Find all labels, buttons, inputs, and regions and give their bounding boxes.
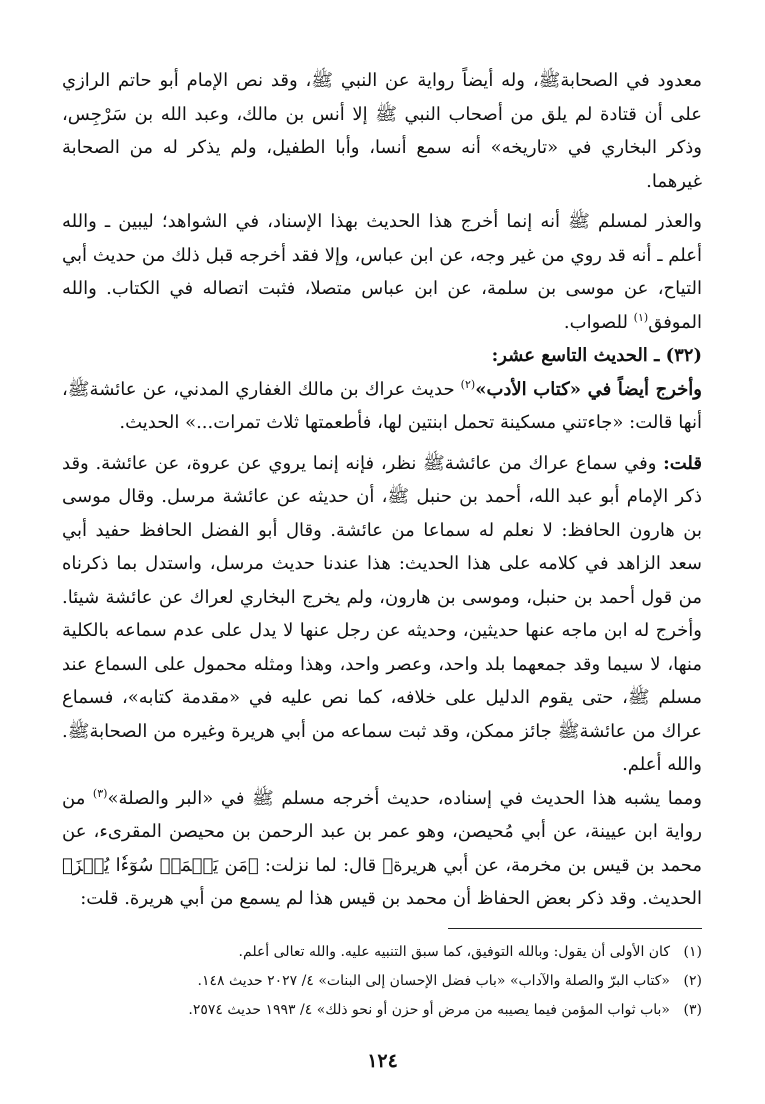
footnote-number: (٣)	[683, 1002, 702, 1018]
page-number: ١٢٤	[367, 1050, 398, 1072]
paragraph-3-text: حديث عراك بن مالك الغفاري المدني، عن عائشةﷺ، أنها قالت: «جاءتني مسكينة تحمل ابنتين لها، فأطعمتها ثلاث تمرات...» الحديث.	[62, 378, 702, 433]
footnote-text: «كتاب البرّ والصلة والآداب» «باب فضل الإحسان إلى البنات» ٤/ ٢٠٢٧ حديث ١٤٨.	[197, 973, 670, 989]
footnote-ref-2: (٢)	[460, 377, 476, 391]
footnote-ref-3: (٣)	[92, 786, 108, 800]
paragraph-3	[62, 373, 702, 440]
paragraph-5-end: من رواية ابن عيينة، عن أبي مُحيصن، وهو عمر بن عبد الرحمن بن محيصن المقرىء، عن محمد بن قيس بن مخرمة، عن أبي هريرةﷺ قال: لما نزلت: ﴿مَن يَعۡمَلۡ سُوٓءٗا يُجۡزَ﴾ الحديث. وقد ذكر بعض الحفاظ أن محمد بن قيس هذا لم يسمع من أبي هريرة. قلت:	[62, 787, 702, 909]
paragraph-3-lead: وأخرج أيضاً في «كتاب الأدب»	[475, 378, 702, 400]
footnote-text: كان الأولى أن يقول: وبالله التوفيق، كما سبق التنبيه عليه. والله تعالى أعلم.	[238, 944, 670, 960]
footnote-3	[62, 996, 702, 1025]
paragraph-2	[62, 205, 702, 339]
paragraph-5-text: ومما يشبه هذا الحديث في إسناده، حديث أخرجه مسلم ﷺ في «البر والصلة»	[107, 787, 702, 809]
footnote-1	[62, 938, 702, 967]
section-heading	[62, 339, 702, 373]
paragraph-2-end: للصواب.	[563, 311, 634, 333]
main-text	[62, 64, 702, 916]
footnote-number: (١)	[683, 944, 702, 960]
paragraph-1	[62, 64, 702, 198]
footnotes	[62, 938, 702, 1025]
paragraph-2-text: والعذر لمسلم ﷺ أنه إنما أخرج هذا الحديث بهذا الإسناد، في الشواهد؛ ليبين ـ والله أعلم ـ أنه قد روي من غير وجه، عن ابن عباس، وإلا فقد أخرجه قبل ذلك من حديث أبي التياح، عن موسى بن سلمة، عن ابن عباس متصلا، فثبت اتصاله في الكتاب. والله الموفق	[62, 211, 702, 333]
footnote-text: «باب ثواب المؤمن فيما يصيبه من مرض أو حزن أو نحو ذلك» ٤/ ١٩٩٣ حديث ٢٥٧٤.	[188, 1002, 670, 1018]
paragraph-4	[62, 447, 702, 782]
paragraph-4-lead: قلت:	[663, 452, 702, 474]
section-heading-text: (٣٢) ـ الحديث التاسع عشر:	[491, 345, 702, 366]
footnote-divider	[448, 928, 702, 929]
footnote-ref-1: (١)	[633, 310, 649, 324]
paragraph-5	[62, 782, 702, 916]
footnote-2	[62, 967, 702, 996]
paragraph-4-text: وفي سماع عراك من عائشةﷺ نظر، فإنه إنما يروي عن عروة، عن عائشة. وقد ذكر الإمام أبو عبد الله، أحمد بن حنبل ﷺ، أن حديثه عن عائشة مرسل. وقال موسى بن هارون الحافظ: لا نعلم له سماعا من عائشة. وقال أبو الفضل الحافظ حفيد أبي سعد الزاهد في كلامه على هذا الحديث: هذا عندنا حديث مرسل، واستدل بما ذكرناه من قول أحمد بن حنبل، وموسى بن هارون، ولم يخرج البخاري لعراك عن عائشة شيئا. وأخرج له ابن ماجه عنها حديثين، وحديثه عن رجل عنها لا يدل على عدم سماعه بالكلية منها، لا سيما وقد جمعهما بلد واحد، وعصر واحد، وهذا ومثله محمول على السماع عند مسلم ﷺ، حتى يقوم الدليل على خلافه، كما نص عليه في «مقدمة كتابه»، فسماع عراك من عائشةﷺ جائز ممكن، وقد ثبت سماعه من أبي هريرة وغيره من الصحابةﷺ. والله أعلم.	[62, 452, 703, 775]
paragraph-1-text: معدود في الصحابةﷺ، وله أيضاً رواية عن النبي ﷺ، وقد نص الإمام أبو حاتم الرازي على أن قتادة لم يلق من أصحاب النبي ﷺ إلا أنس بن مالك، وعبد الله بن سَرْجِس، وذكر البخاري في «تاريخه» أنه سمع أنسا، وأبا الطفيل، ولم يذكر له من الصحابة غيرهما.	[62, 70, 702, 192]
footnote-number: (٢)	[683, 973, 702, 989]
